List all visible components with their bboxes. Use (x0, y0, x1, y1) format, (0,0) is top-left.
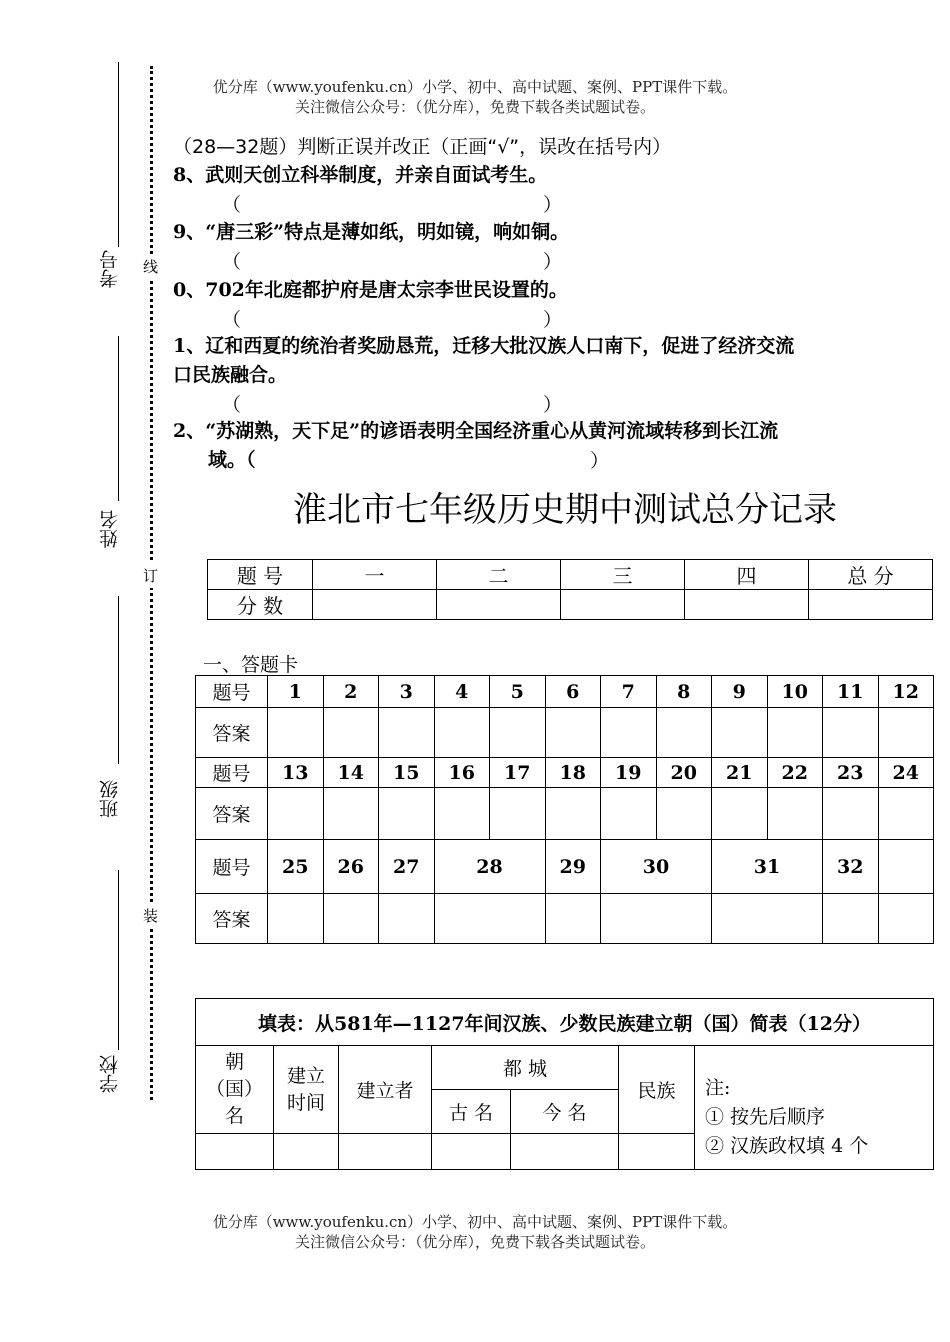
answer-paren-open: （ (222, 394, 242, 416)
page-header (0, 77, 950, 117)
table-cell: 31 (712, 840, 823, 894)
answer-paren-open: （ (222, 251, 242, 273)
answer-cell[interactable] (323, 894, 379, 944)
score-cell[interactable] (561, 590, 685, 620)
answer-cell[interactable] (268, 788, 324, 840)
table-cell: 2 (323, 676, 379, 708)
table-row (196, 999, 934, 1046)
table-cell: 10 (767, 676, 823, 708)
answer-cell[interactable] (545, 894, 601, 944)
note-item-1: ① 按先后顺序 (705, 1106, 826, 1128)
dynasty-fill-table (195, 998, 934, 1170)
table-cell: 32 (823, 840, 879, 894)
answer-cell[interactable] (379, 788, 435, 840)
binding-line (118, 62, 119, 247)
header-line-2: 关注微信公众号：（优分库），免费下载各类试题试卷。 (294, 98, 655, 116)
table-cell: 答案 (196, 708, 268, 758)
answer-cell[interactable] (878, 708, 934, 758)
fill-cell[interactable] (619, 1134, 695, 1170)
answer-cell[interactable] (490, 788, 546, 840)
table-cell: 26 (323, 840, 379, 894)
table-cell: 23 (823, 758, 879, 788)
table-cell: 古 名 (432, 1090, 511, 1134)
answer-paren-close: ） (543, 309, 563, 331)
answer-cell[interactable] (545, 788, 601, 840)
school-label: 学校 (99, 1055, 121, 1093)
answer-cell[interactable] (268, 894, 324, 944)
table-cell: 3 (379, 676, 435, 708)
table-cell: 7 (601, 676, 657, 708)
score-cell[interactable] (313, 590, 437, 620)
table-cell: 5 (490, 676, 546, 708)
table-cell: 民族 (619, 1046, 695, 1134)
table-cell: 二 (437, 560, 561, 590)
table-cell: 今 名 (511, 1090, 619, 1134)
table-cell: 建立时间 (274, 1046, 339, 1134)
score-cell[interactable] (685, 590, 809, 620)
table-row (196, 676, 934, 708)
table-cell: 都 城 (432, 1046, 619, 1090)
answer-cell[interactable] (712, 894, 823, 944)
score-cell[interactable] (437, 590, 561, 620)
fill-cell[interactable] (196, 1134, 274, 1170)
table-cell: 答案 (196, 894, 268, 944)
answer-paren-close: ） (543, 194, 563, 216)
table-cell: 总 分 (809, 560, 933, 590)
judge-instruction: （28—32题）判断正误并改正（正画“√”，误改在括号内） (173, 136, 672, 158)
table-cell: 4 (434, 676, 490, 708)
table-cell: 朝（国）名 (196, 1046, 274, 1134)
footer-line-2: 关注微信公众号：（优分库），免费下载各类试题试卷。 (294, 1233, 655, 1251)
table-cell: 分 数 (208, 590, 313, 620)
answer-cell[interactable] (490, 708, 546, 758)
table-caption: 填表：从581年—1127年间汉族、少数民族建立朝（国）简表（12分） (196, 999, 934, 1046)
table-note (695, 1046, 934, 1170)
answer-paren-open: （ (222, 309, 242, 331)
footer-line-1: 优分库（www.youfenku.cn）小学、初中、高中试题、案例、PPT课件下载。 (212, 1213, 738, 1231)
answer-paren-close: ） (543, 251, 563, 273)
answer-card-table (195, 675, 934, 944)
answer-paren-close: ） (590, 450, 610, 472)
answer-cell[interactable] (656, 708, 712, 758)
answer-paren-close: ） (543, 394, 563, 416)
table-cell: 答案 (196, 788, 268, 840)
table-cell: 25 (268, 840, 324, 894)
binding-line (118, 870, 119, 1050)
fill-cell[interactable] (511, 1134, 619, 1170)
question-32: 2、“苏湖熟，天下足”的谚语表明全国经济重心从黄河流域转移到长江流 (173, 420, 779, 442)
table-row (196, 788, 934, 840)
table-cell: 27 (379, 840, 435, 894)
table-cell: 20 (656, 758, 712, 788)
table-cell: 15 (379, 758, 435, 788)
question-31: 1、辽和西夏的统治者奖励恳荒，迁移大批汉族人口南下，促进了经济交流 (173, 335, 795, 357)
answer-cell[interactable] (601, 788, 657, 840)
table-cell: 18 (545, 758, 601, 788)
table-row (196, 894, 934, 944)
table-cell: 24 (878, 758, 934, 788)
answer-paren-open: （ (222, 194, 242, 216)
table-cell: 13 (268, 758, 324, 788)
line-mark: 线 (143, 254, 158, 279)
table-cell: 30 (601, 840, 712, 894)
table-cell: 29 (545, 840, 601, 894)
table-cell: 题号 (196, 676, 268, 708)
answer-cell[interactable] (712, 788, 768, 840)
class-label: 班级 (99, 780, 121, 818)
name-label: 姓名 (99, 510, 121, 548)
answer-cell[interactable] (545, 708, 601, 758)
question-28: 8、武则天创立科举制度，并亲自面试考生。 (173, 164, 548, 186)
binding-line (118, 336, 119, 501)
answer-cell[interactable] (434, 894, 545, 944)
table-cell: 19 (601, 758, 657, 788)
answer-cell[interactable] (601, 708, 657, 758)
table-row (208, 590, 933, 620)
table-cell: 9 (712, 676, 768, 708)
table-cell (878, 840, 934, 894)
question-32-cont: 域。（ (208, 449, 256, 471)
table-row (196, 708, 934, 758)
table-cell: 21 (712, 758, 768, 788)
table-cell: 题号 (196, 758, 268, 788)
note-title: 注: (705, 1077, 731, 1099)
fill-cell[interactable] (274, 1134, 339, 1170)
table-cell: 28 (434, 840, 545, 894)
table-cell: 一 (313, 560, 437, 590)
score-summary-table (207, 559, 933, 620)
page-title: 淮北市七年级历史期中测试总分记录 (293, 490, 837, 530)
answer-cell[interactable] (823, 894, 879, 944)
answer-cell[interactable] (712, 708, 768, 758)
page-footer (0, 1212, 950, 1252)
table-cell: 22 (767, 758, 823, 788)
answer-cell[interactable] (878, 894, 934, 944)
table-cell: 题 号 (208, 560, 313, 590)
answer-cell[interactable] (434, 708, 490, 758)
answer-cell[interactable] (379, 894, 435, 944)
answer-cell[interactable] (323, 788, 379, 840)
answer-card-title: 一、答题卡 (203, 654, 299, 676)
table-row (196, 1046, 934, 1090)
question-30: 0、702年北庭都护府是唐太宗李世民设置的。 (173, 279, 568, 301)
note-item-2: ② 汉族政权填 4 个 (705, 1135, 869, 1157)
bind-mark: 装 (143, 903, 158, 928)
answer-cell[interactable] (379, 708, 435, 758)
table-cell: 14 (323, 758, 379, 788)
table-cell: 题号 (196, 840, 268, 894)
table-cell: 8 (656, 676, 712, 708)
table-row (196, 758, 934, 788)
answer-cell[interactable] (823, 708, 879, 758)
answer-cell[interactable] (767, 708, 823, 758)
table-cell: 建立者 (339, 1046, 432, 1134)
fill-cell[interactable] (432, 1134, 511, 1170)
answer-cell[interactable] (434, 788, 490, 840)
table-cell: 12 (878, 676, 934, 708)
table-cell: 三 (561, 560, 685, 590)
binding-line (118, 596, 119, 764)
table-row (196, 840, 934, 894)
exam-number-label: 考号 (99, 250, 121, 288)
question-31-cont: 口民族融合。 (173, 364, 288, 386)
answer-cell[interactable] (323, 708, 379, 758)
score-cell[interactable] (809, 590, 933, 620)
answer-cell[interactable] (767, 788, 823, 840)
staple-mark: 订 (143, 563, 158, 588)
answer-cell[interactable] (601, 894, 712, 944)
fill-cell[interactable] (339, 1134, 432, 1170)
table-cell: 1 (268, 676, 324, 708)
question-29: 9、“唐三彩”特点是薄如纸，明如镜，响如铜。 (173, 221, 570, 243)
answer-cell[interactable] (268, 708, 324, 758)
table-cell: 6 (545, 676, 601, 708)
table-cell: 四 (685, 560, 809, 590)
table-cell: 17 (490, 758, 546, 788)
answer-cell[interactable] (823, 788, 879, 840)
table-cell: 11 (823, 676, 879, 708)
table-cell: 16 (434, 758, 490, 788)
answer-cell[interactable] (878, 788, 934, 840)
header-line-1: 优分库（www.youfenku.cn）小学、初中、高中试题、案例、PPT课件下载。 (212, 78, 738, 96)
table-row (208, 560, 933, 590)
answer-cell[interactable] (656, 788, 712, 840)
